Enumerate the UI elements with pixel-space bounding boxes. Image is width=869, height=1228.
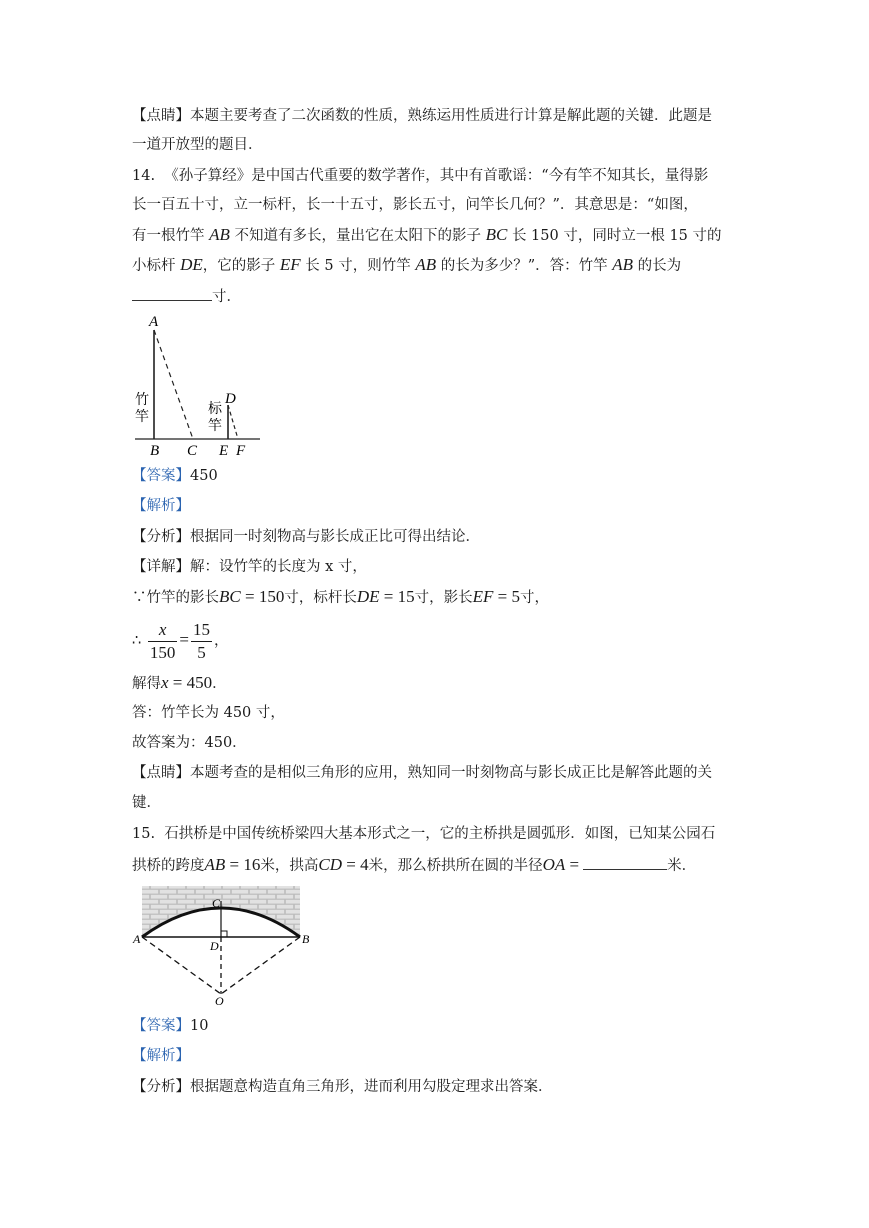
math-oa: OA <box>542 855 566 874</box>
step-text: 寸， <box>519 590 549 606</box>
denominator: 5 <box>197 642 206 662</box>
fraction-15-5 <box>191 619 212 664</box>
math-value: = 5 <box>493 587 520 606</box>
q14-dianjing-1 <box>132 763 712 783</box>
question-text: 不知道有多长，量出它在太阳下的影子 <box>234 228 481 244</box>
math-ab: AB <box>415 255 437 274</box>
dianjing-text: 本题考查的是相似三角形的应用，熟知同一时刻物高与影长成正比是解答此题的关 <box>190 765 712 781</box>
step-text: 寸，标杆长 <box>284 590 357 606</box>
step-text: ． <box>212 676 227 692</box>
label-a: A <box>133 932 141 946</box>
q14-line-4 <box>132 255 681 276</box>
question-text: 小标杆 <box>132 258 176 274</box>
right-angle-mark <box>221 931 227 937</box>
answer-value: 450 <box>190 468 218 484</box>
question-text: ，它的影子 <box>202 258 276 274</box>
q14-step-1 <box>132 587 549 608</box>
q14-analysis <box>132 496 190 516</box>
q15-analysis <box>132 1046 190 1066</box>
dianjing-text: 键． <box>132 795 161 811</box>
comment-tag: 【点睛】 <box>132 108 190 124</box>
answer-blank[interactable] <box>583 855 667 870</box>
analysis-tag: 【解析】 <box>132 498 190 514</box>
math-de: DE <box>356 587 380 606</box>
question-text: 石拱桥是中国传统桥梁四大基本形式之一，它的主桥拱是圆弧形．如图，已知某公园石 <box>164 826 716 842</box>
question-number: 15. <box>132 826 156 842</box>
step-text: 答：竹竿长为 450 寸， <box>132 705 285 721</box>
q14-step-5 <box>132 733 247 753</box>
question-text: 米，拱高 <box>260 858 319 874</box>
question-text: 的长为多少？”．答：竹竿 <box>440 258 608 274</box>
stick-label: 标 <box>208 402 222 417</box>
math-bc: BC <box>485 225 508 244</box>
equals-sign: = <box>179 630 189 649</box>
label-a: A <box>149 314 159 330</box>
math-value: = 450 <box>168 673 213 692</box>
q14-step-4 <box>132 703 285 723</box>
fraction-x-150 <box>148 619 178 664</box>
fenxi-text: 根据同一时刻物高与影长成正比可得出结论． <box>190 529 480 545</box>
q15-figure <box>132 884 312 1006</box>
q14-step-3 <box>132 673 227 694</box>
fenxi-tag: 【分析】 <box>132 529 190 545</box>
question-text: 有一根竹竿 <box>132 228 205 244</box>
fenxi-tag: 【分析】 <box>132 1079 190 1095</box>
math-ef: EF <box>279 255 301 274</box>
label-o: O <box>215 994 224 1006</box>
label-b: B <box>150 443 160 458</box>
question-text: 寸． <box>212 289 241 305</box>
math-ab: AB <box>204 855 226 874</box>
step-text: ∵竹竿的影长 <box>132 590 219 606</box>
q14-line-5 <box>132 286 241 307</box>
q15-line-1 <box>132 824 715 844</box>
comment-text: 本题主要考查了二次函数的性质，熟练运用性质进行计算是解此题的关键．此题是 <box>190 108 712 124</box>
q14-line-3 <box>132 225 722 246</box>
math-value: = 16 <box>225 855 261 874</box>
comment-line-2 <box>132 135 263 155</box>
math-cd: CD <box>318 855 342 874</box>
answer-value: 10 <box>190 1018 209 1034</box>
math-ef: EF <box>472 587 494 606</box>
math-value: = <box>565 855 580 874</box>
answer-blank[interactable] <box>132 286 212 301</box>
pole-label: 竹 <box>135 393 149 408</box>
q14-dianjing-2 <box>132 793 161 813</box>
dianjing-tag: 【点睛】 <box>132 765 190 781</box>
math-bc: BC <box>219 587 241 606</box>
comment-line-1 <box>132 106 712 126</box>
question-text: 长 150 寸，同时立一根 15 寸的 <box>511 228 722 244</box>
q14-line-2 <box>132 195 698 215</box>
pole-label: 竿 <box>135 410 149 425</box>
step-text: 故答案为：450． <box>132 735 247 751</box>
therefore-symbol: ∴ <box>132 633 142 649</box>
numerator: x <box>148 619 178 642</box>
label-d: D <box>210 939 219 953</box>
xiangjie-text: 解：设竹竿的长度为 x 寸， <box>190 559 367 575</box>
question-text: 《孙子算经》是中国古代重要的数学著作，其中有首歌谣：“今有竿不知其长，量得影 <box>164 168 709 184</box>
q14-figure <box>130 308 265 458</box>
question-number: 14. <box>132 168 156 184</box>
question-text: 长 5 寸，则竹竿 <box>305 258 411 274</box>
question-text: 的长为 <box>637 258 682 274</box>
math-ab: AB <box>612 255 634 274</box>
question-text: 米，那么桥拱所在圆的半径 <box>368 858 543 874</box>
answer-tag: 【答案】 <box>132 1018 190 1034</box>
label-f: F <box>236 443 246 458</box>
xiangjie-tag: 【详解】 <box>132 559 190 575</box>
q14-answer <box>132 466 218 486</box>
comment-text: 一道开放型的题目． <box>132 137 263 153</box>
fenxi-text: 根据题意构造直角三角形，进而利用勾股定理求出答案． <box>190 1079 553 1095</box>
question-text: 拱桥的跨度 <box>132 858 205 874</box>
question-text: 长一百五十寸，立一标杆，长一十五寸，影长五寸，问竿长几何？”．其意思是：“如图， <box>132 197 698 213</box>
radius-ob <box>221 937 300 994</box>
label-c: C <box>212 896 221 910</box>
question-text: 米． <box>667 858 697 874</box>
q14-fenxi <box>132 527 480 547</box>
q15-answer <box>132 1016 208 1036</box>
step-text: 寸，影长 <box>414 590 473 606</box>
step-text: ， <box>213 633 229 649</box>
sun-ray-df <box>228 405 238 439</box>
math-value: = 15 <box>379 587 415 606</box>
math-de: DE <box>180 255 203 274</box>
stick-label: 竿 <box>208 419 222 434</box>
answer-tag: 【答案】 <box>132 468 190 484</box>
label-d: D <box>225 391 236 407</box>
math-value: = 4 <box>342 855 369 874</box>
numerator: 15 <box>191 619 212 642</box>
q14-xiangjie <box>132 557 367 577</box>
label-e: E <box>219 443 229 458</box>
math-var: x <box>161 673 169 692</box>
q14-step-2 <box>132 617 228 664</box>
step-text: 解得 <box>132 676 161 692</box>
denominator: 150 <box>149 642 176 662</box>
label-b: B <box>302 932 310 946</box>
q15-fenxi <box>132 1077 553 1097</box>
math-value: = 150 <box>240 587 285 606</box>
sun-ray-ac <box>154 330 193 439</box>
q15-line-2 <box>132 855 696 876</box>
q14-line-1 <box>132 166 708 186</box>
analysis-tag: 【解析】 <box>132 1048 190 1064</box>
math-ab: AB <box>209 225 230 244</box>
label-c: C <box>187 443 198 458</box>
